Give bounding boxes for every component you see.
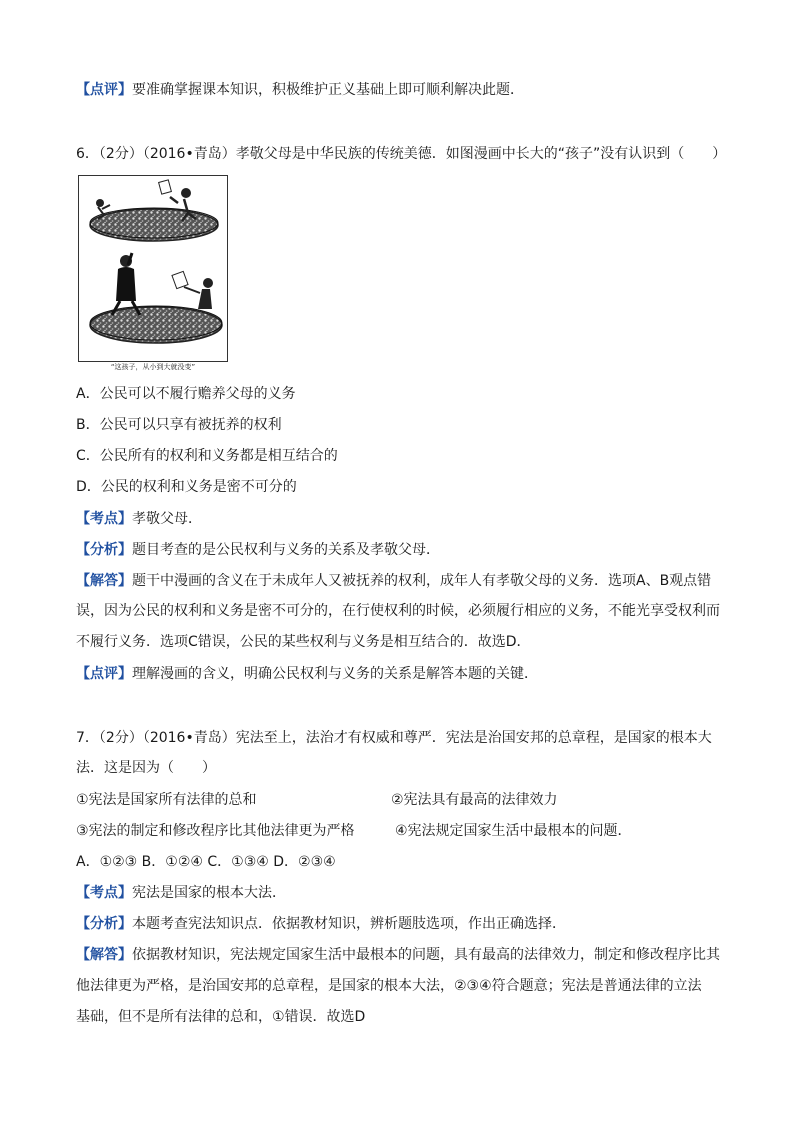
cartoon-image [78, 175, 228, 371]
q6-option-b: B．公民可以只享有被抚养的权利 [76, 417, 282, 433]
analysis-tag: 【分析】 [76, 542, 132, 558]
analysis-text: 本题考查宪法知识点．依据教材知识，辨析题肢选项，作出正确选择． [132, 916, 566, 932]
q7-item-4: ④宪法规定国家生活中最根本的问题． [395, 823, 632, 839]
analysis-tag: 【分析】 [76, 916, 132, 932]
comment-text: 要准确掌握课本知识，积极维护正义基础上即可顺利解决此题． [132, 82, 524, 98]
answer-tag: 【解答】 [76, 573, 132, 589]
comment-tag: 【点评】 [76, 666, 132, 682]
q6-answer-line1 [76, 571, 736, 591]
q6-comment [76, 664, 736, 684]
q6-point [76, 509, 736, 529]
q7-item-1: ①宪法是国家所有法律的总和 [76, 792, 257, 808]
q7-items-row1 [76, 790, 736, 810]
analysis-text: 题目考查的是公民权利与义务的关系及孝敬父母． [132, 542, 440, 558]
q7-answer-line3: 基础，但不是所有法律的总和，①错误．故选D [76, 1009, 366, 1025]
point-text: 孝敬父母． [132, 511, 202, 527]
q7-analysis [76, 914, 736, 934]
q7-stem-line1: 7．（2分）（2016•青岛）宪法至上，法治才有权威和尊严．宪法是治国安邦的总章程，是国家的根本大 [76, 730, 712, 746]
point-tag: 【考点】 [76, 511, 132, 527]
q6-answer-line2: 误，因为公民的权利和义务是密不可分的，在行使权利的时候，必须履行相应的义务，不能光享受权利而 [76, 603, 720, 619]
q7-item-2: ②宪法具有最高的法律效力 [391, 792, 558, 808]
answer-tag: 【解答】 [76, 947, 132, 963]
answer-text: 题干中漫画的含义在于未成年人又被抚养的权利，成年人有孝敬父母的义务．选项A、B观点错 [132, 573, 712, 589]
q7-choices: A．①②③ B．①②④ C．①③④ D．②③④ [76, 854, 336, 870]
q6-answer-line3: 不履行义务．选项C错误，公民的某些权利与义务是相互结合的．故选D． [76, 634, 531, 650]
q6-stem: 6．（2分）（2016•青岛）孝敬父母是中华民族的传统美德．如图漫画中长大的“孩子”没有认识到（ ） [76, 146, 727, 162]
q7-point [76, 883, 736, 903]
point-text: 宪法是国家的根本大法． [132, 885, 286, 901]
q6-option-d: D．公民的权利和义务是密不可分的 [76, 479, 297, 495]
cartoon-caption: “这孩子，从小到大就没变” [110, 363, 196, 371]
q7-answer-line2: 他法律更为严格，是治国安邦的总章程，是国家的根本大法，②③④符合题意；宪法是普通法律的立法 [76, 978, 702, 994]
comment-tag: 【点评】 [76, 82, 132, 98]
q7-stem-line2: 法．这是因为（ ） [76, 760, 216, 776]
point-tag: 【考点】 [76, 885, 132, 901]
q6-analysis [76, 540, 736, 560]
answer-text: 依据教材知识，宪法规定国家生活中最根本的问题，具有最高的法律效力，制定和修改程序比其 [132, 947, 720, 963]
q7-item-3: ③宪法的制定和修改程序比其他法律更为严格 [76, 823, 355, 839]
q7-answer-line1 [76, 945, 736, 965]
q5-comment [76, 80, 736, 100]
comment-text: 理解漫画的含义，明确公民权利与义务的关系是解答本题的关键． [132, 666, 538, 682]
q6-option-c: C．公民所有的权利和义务都是相互结合的 [76, 448, 338, 464]
q6-option-a: A．公民可以不履行赡养父母的义务 [76, 386, 296, 402]
q7-items-row2 [76, 821, 736, 841]
